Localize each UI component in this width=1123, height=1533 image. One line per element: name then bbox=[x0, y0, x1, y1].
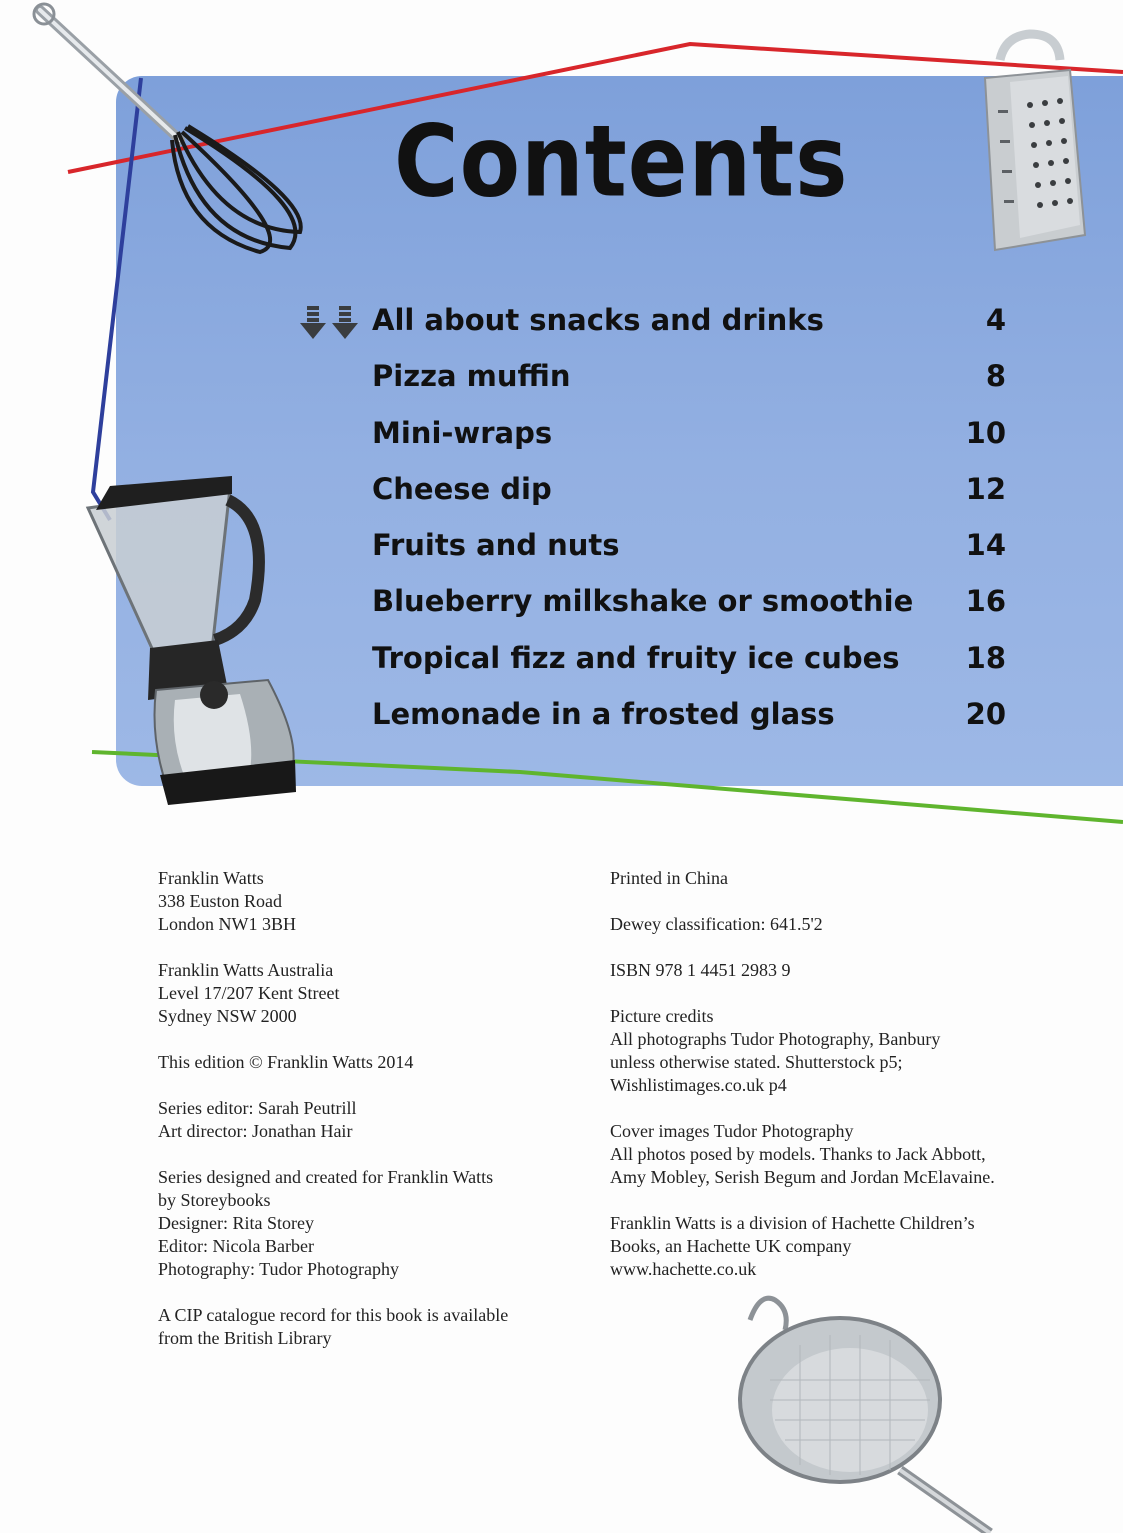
toc-entry-page: 4 bbox=[985, 303, 1006, 337]
toc-entry[interactable] bbox=[372, 577, 1012, 633]
down-arrows-icon bbox=[300, 306, 364, 340]
address-line: London NW1 3BH bbox=[158, 914, 296, 934]
toc-entry-title: Blueberry milkshake or smoothie bbox=[372, 584, 914, 619]
address-line: Sydney NSW 2000 bbox=[158, 1006, 297, 1026]
cover-credit-line: Cover images Tudor Photography bbox=[610, 1121, 854, 1141]
address-line: 338 Euston Road bbox=[158, 891, 282, 911]
toc-entry-title: Cheese dip bbox=[372, 471, 552, 506]
isbn-line: ISBN 978 1 4451 2983 9 bbox=[610, 960, 791, 980]
toc-entry[interactable] bbox=[372, 409, 1012, 465]
address-line: Level 17/207 Kent Street bbox=[158, 983, 340, 1003]
toc-entry[interactable] bbox=[372, 296, 1012, 352]
toc-entry[interactable] bbox=[372, 465, 1012, 521]
printed-notice bbox=[610, 867, 1050, 890]
address-line: Franklin Watts bbox=[158, 868, 264, 888]
picture-credit-line: Picture credits bbox=[610, 1006, 714, 1026]
toc-entry-title: Mini-wraps bbox=[372, 415, 553, 450]
publisher-url[interactable]: www.hachette.co.uk bbox=[610, 1259, 757, 1279]
toc-entry[interactable] bbox=[372, 690, 1012, 746]
cover-credit-line: Amy Mobley, Serish Begum and Jordan McElavaine. bbox=[610, 1167, 995, 1187]
imprint-right-column bbox=[610, 867, 1050, 1304]
page-title: Contents bbox=[394, 103, 849, 220]
toc-entry-page: 8 bbox=[985, 359, 1006, 394]
toc-entry[interactable] bbox=[372, 634, 1012, 690]
credits-block bbox=[158, 1166, 578, 1281]
editor-line: Series editor: Sarah Peutrill bbox=[158, 1098, 357, 1118]
toc-entry-page: 16 bbox=[965, 584, 1006, 619]
editors-block bbox=[158, 1097, 578, 1143]
address-line: Franklin Watts Australia bbox=[158, 960, 334, 980]
credit-line: Series designed and created for Franklin Watts bbox=[158, 1167, 494, 1187]
toc-entry-title: Tropical fizz and fruity ice cubes bbox=[372, 640, 900, 675]
picture-credit-line: unless otherwise stated. Shutterstock p5; bbox=[610, 1052, 903, 1072]
toc-entry[interactable] bbox=[372, 352, 1012, 408]
edition-line: This edition © Franklin Watts 2014 bbox=[158, 1052, 414, 1072]
edition-notice bbox=[158, 1051, 578, 1074]
publisher-line: Books, an Hachette UK company bbox=[610, 1236, 852, 1256]
credit-line: Photography: Tudor Photography bbox=[158, 1259, 400, 1279]
publisher-address-au bbox=[158, 959, 578, 1028]
table-of-contents bbox=[372, 296, 1012, 746]
editor-line: Art director: Jonathan Hair bbox=[158, 1121, 353, 1141]
blue-line bbox=[93, 78, 141, 520]
credit-line: Designer: Rita Storey bbox=[158, 1213, 314, 1233]
whisk-icon bbox=[34, 4, 301, 252]
cover-credit-line: All photos posed by models. Thanks to Jack Abbott, bbox=[610, 1144, 986, 1164]
picture-credit-line: All photographs Tudor Photography, Banbury bbox=[610, 1029, 941, 1049]
credit-line: by Storeybooks bbox=[158, 1190, 271, 1210]
sieve-icon bbox=[740, 1298, 990, 1533]
toc-entry-page: 12 bbox=[965, 471, 1006, 506]
publisher-address-uk bbox=[158, 867, 578, 936]
printed-line: Printed in China bbox=[610, 868, 728, 888]
credit-line: Editor: Nicola Barber bbox=[158, 1236, 314, 1256]
dewey-line: Dewey classification: 641.5'2 bbox=[610, 914, 823, 934]
cip-line: A CIP catalogue record for this book is available bbox=[158, 1305, 509, 1325]
picture-credit-line: Wishlistimages.co.uk p4 bbox=[610, 1075, 787, 1095]
imprint-left-column bbox=[158, 867, 578, 1373]
toc-entry-title: Fruits and nuts bbox=[372, 528, 620, 563]
toc-entry-page: 20 bbox=[965, 697, 1006, 732]
isbn-block bbox=[610, 959, 1050, 982]
toc-entry-title: All about snacks and drinks bbox=[372, 303, 824, 337]
picture-credits bbox=[610, 1005, 1050, 1097]
cip-line: from the British Library bbox=[158, 1328, 332, 1348]
publisher-line: Franklin Watts is a division of Hachette Children’s bbox=[610, 1213, 975, 1233]
toc-entry-page: 14 bbox=[965, 528, 1006, 563]
toc-entry[interactable] bbox=[372, 521, 1012, 577]
toc-entry-page: 18 bbox=[965, 640, 1006, 675]
publisher-info bbox=[610, 1212, 1050, 1281]
cover-credits bbox=[610, 1120, 1050, 1189]
dewey-classification bbox=[610, 913, 1050, 936]
cip-notice bbox=[158, 1304, 578, 1350]
toc-entry-title: Pizza muffin bbox=[372, 359, 571, 394]
blender-icon bbox=[88, 476, 296, 805]
toc-entry-title: Lemonade in a frosted glass bbox=[372, 697, 835, 732]
toc-entry-page: 10 bbox=[965, 415, 1006, 450]
